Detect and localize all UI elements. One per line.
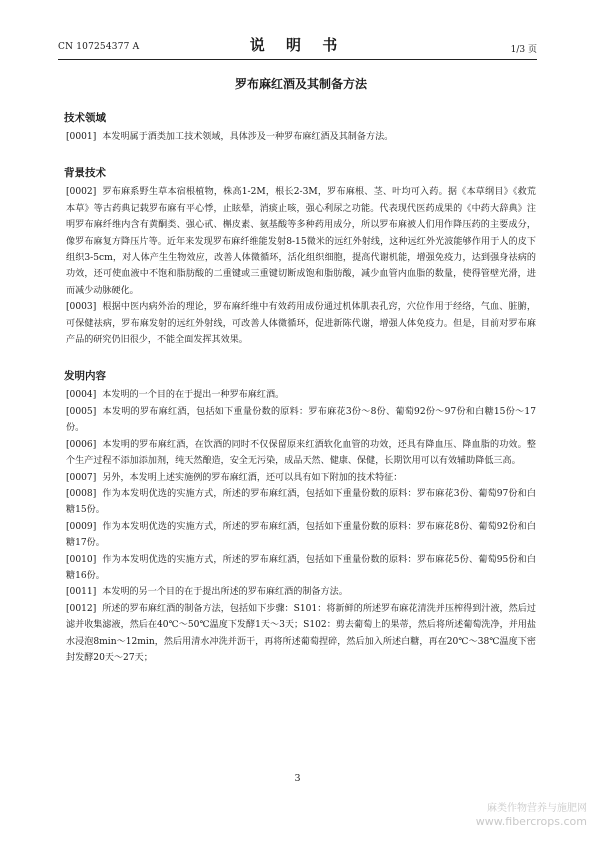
paragraph-0005 xyxy=(66,404,536,437)
paragraph-text: 本发明的另一个目的在于提出所述的罗布麻红酒的制备方法。 xyxy=(102,587,348,598)
paragraph-text: 作为本发明优选的实施方式，所述的罗布麻红酒，包括如下重量份数的原料：罗布麻花5份、葡萄95份和白糖16份。 xyxy=(66,554,536,581)
paragraph-number: [0005] xyxy=(66,406,97,417)
paragraph-number: [0003] xyxy=(66,302,97,313)
document-body xyxy=(66,75,536,666)
watermark-site-name: 麻类作物营养与施肥网 xyxy=(487,803,587,814)
section-heading-summary: 发明内容 xyxy=(64,370,106,383)
paragraph-text: 本发明的罗布麻红酒，在饮酒的同时不仅保留原来红酒软化血管的功效，还具有降血压、降血脂的功效。整个生产过程不添加添加剂，纯天然酿造，安全无污染，成品天然、健康、保健，长期饮用可以有效辅助降低三高。 xyxy=(66,439,536,467)
watermark-url: www.fibercrops.com xyxy=(475,815,587,828)
paragraph-number: [0011] xyxy=(66,587,97,598)
paragraph-text: 所述的罗布麻红酒的制备方法，包括如下步骤：S101：将新鲜的所述罗布麻花清洗并压榨得到汁液，然后过滤并收集滤液，然后在40℃～50℃温度下发酵1天～3天；S102：剪去葡萄上的果蒂，然后将所述葡萄洗净，并用盐水浸泡8min～12min，然后用清水冲洗并沥干，再将所述葡萄捏碎，然后加入所述白糖，再在20℃～38℃温度下密封发酵20天～27天； xyxy=(66,603,536,663)
paragraph-0009 xyxy=(66,519,536,552)
header-rule xyxy=(58,59,537,60)
paragraph-0011 xyxy=(66,584,536,600)
paragraph-text: 作为本发明优选的实施方式，所述的罗布麻红酒，包括如下重量份数的原料：罗布麻花8份、葡萄92份和白糖17份。 xyxy=(66,521,536,549)
paragraph-number: [0009] xyxy=(66,521,97,532)
page-count: 1/3 页 xyxy=(510,45,537,55)
paragraph-0002 xyxy=(66,184,536,299)
paragraph-text: 本发明的一个目的在于提出一种罗布麻红酒。 xyxy=(102,390,285,401)
paragraph-0008 xyxy=(66,486,536,519)
paragraph-number: [0002] xyxy=(66,187,97,198)
document-title: 罗布麻红酒及其制备方法 xyxy=(234,77,367,91)
paragraph-number: [0001] xyxy=(66,132,97,142)
paragraph-text: 另外，本发明上述实施例的罗布麻红酒，还可以具有如下附加的技术特征： xyxy=(102,472,403,483)
paragraph-number: [0012] xyxy=(66,603,97,614)
paragraph-0006 xyxy=(66,437,536,470)
paragraph-0007 xyxy=(66,470,536,486)
paragraph-text: 根据中医内病外治的理论，罗布麻纤维中有效药用成份通过机体肌表孔窍，穴位作用于经络，气血、脏腑，可保健祛病，罗布麻发射的远红外射线，可改善人体微循环，促进新陈代谢，增强人体免疫力。但是，目前对罗布麻产品的研究仍旧很少，不能全面发挥其效果。 xyxy=(66,302,536,346)
section-heading-technical-field: 技术领域 xyxy=(64,112,106,124)
paragraph-number: [0007] xyxy=(66,472,97,483)
document-type: 说 明 书 xyxy=(249,36,346,54)
paragraph-text: 本发明的罗布麻红酒，包括如下重量份数的原料：罗布麻花3份～8份、葡萄92份～97份和白糖15份～17份。 xyxy=(66,406,536,434)
paragraph-number: [0004] xyxy=(66,390,97,401)
section-heading-background: 背景技术 xyxy=(64,167,106,180)
paragraph-text: 罗布麻系野生草本宿根植物，株高1-2M，根长2-3M，罗布麻根、茎、叶均可入药。据《本草纲目》《救荒本草》等古药典记载罗布麻有平心悸，止眩晕，消痰止咳，强心利尿之功能。代表现代医药成果的《中药大辞典》注明罗布麻纤维内含有黄酮类、强心甙、槲皮素、氨基酸等多种药用成分，所以罗布麻被人们用作降压药的主要成分，像罗布麻复方降压片等。近年来发现罗布麻纤维能发射8-15微米的远红外射线，这种远红外光波能够作用于人的皮下组织3-5cm，对人体产生生物效应，改善人体微循环，活化组织细胞，提高代谢机能，增强免疫力，达到强身祛病的功效，还可使血液中不饱和脂肪酸的二重键或三重键切断成饱和脂肪酸，减少血管内血脂的数量，使得管壁光滑，进而减少动脉硬化。 xyxy=(66,187,536,296)
paragraph-number: [0008] xyxy=(66,488,97,499)
paragraph-0012 xyxy=(66,601,536,667)
paragraph-0010 xyxy=(66,552,536,585)
paragraph-number: [0006] xyxy=(66,439,97,450)
paragraph-0001 xyxy=(66,129,536,145)
paragraph-number: [0010] xyxy=(66,554,97,565)
page-number: 3 xyxy=(294,773,301,784)
paragraph-text: 本发明属于酒类加工技术领域，具体涉及一种罗布麻红酒及其制备方法。 xyxy=(102,132,394,142)
watermark xyxy=(476,802,587,828)
paragraph-text: 作为本发明优选的实施方式，所述的罗布麻红酒，包括如下重量份数的原料：罗布麻花3份、葡萄97份和白糖15份。 xyxy=(66,488,536,516)
page-header xyxy=(58,32,537,56)
paragraph-0004 xyxy=(66,387,536,403)
paragraph-0003 xyxy=(66,299,536,348)
publication-number: CN 107254377 A xyxy=(58,42,140,52)
